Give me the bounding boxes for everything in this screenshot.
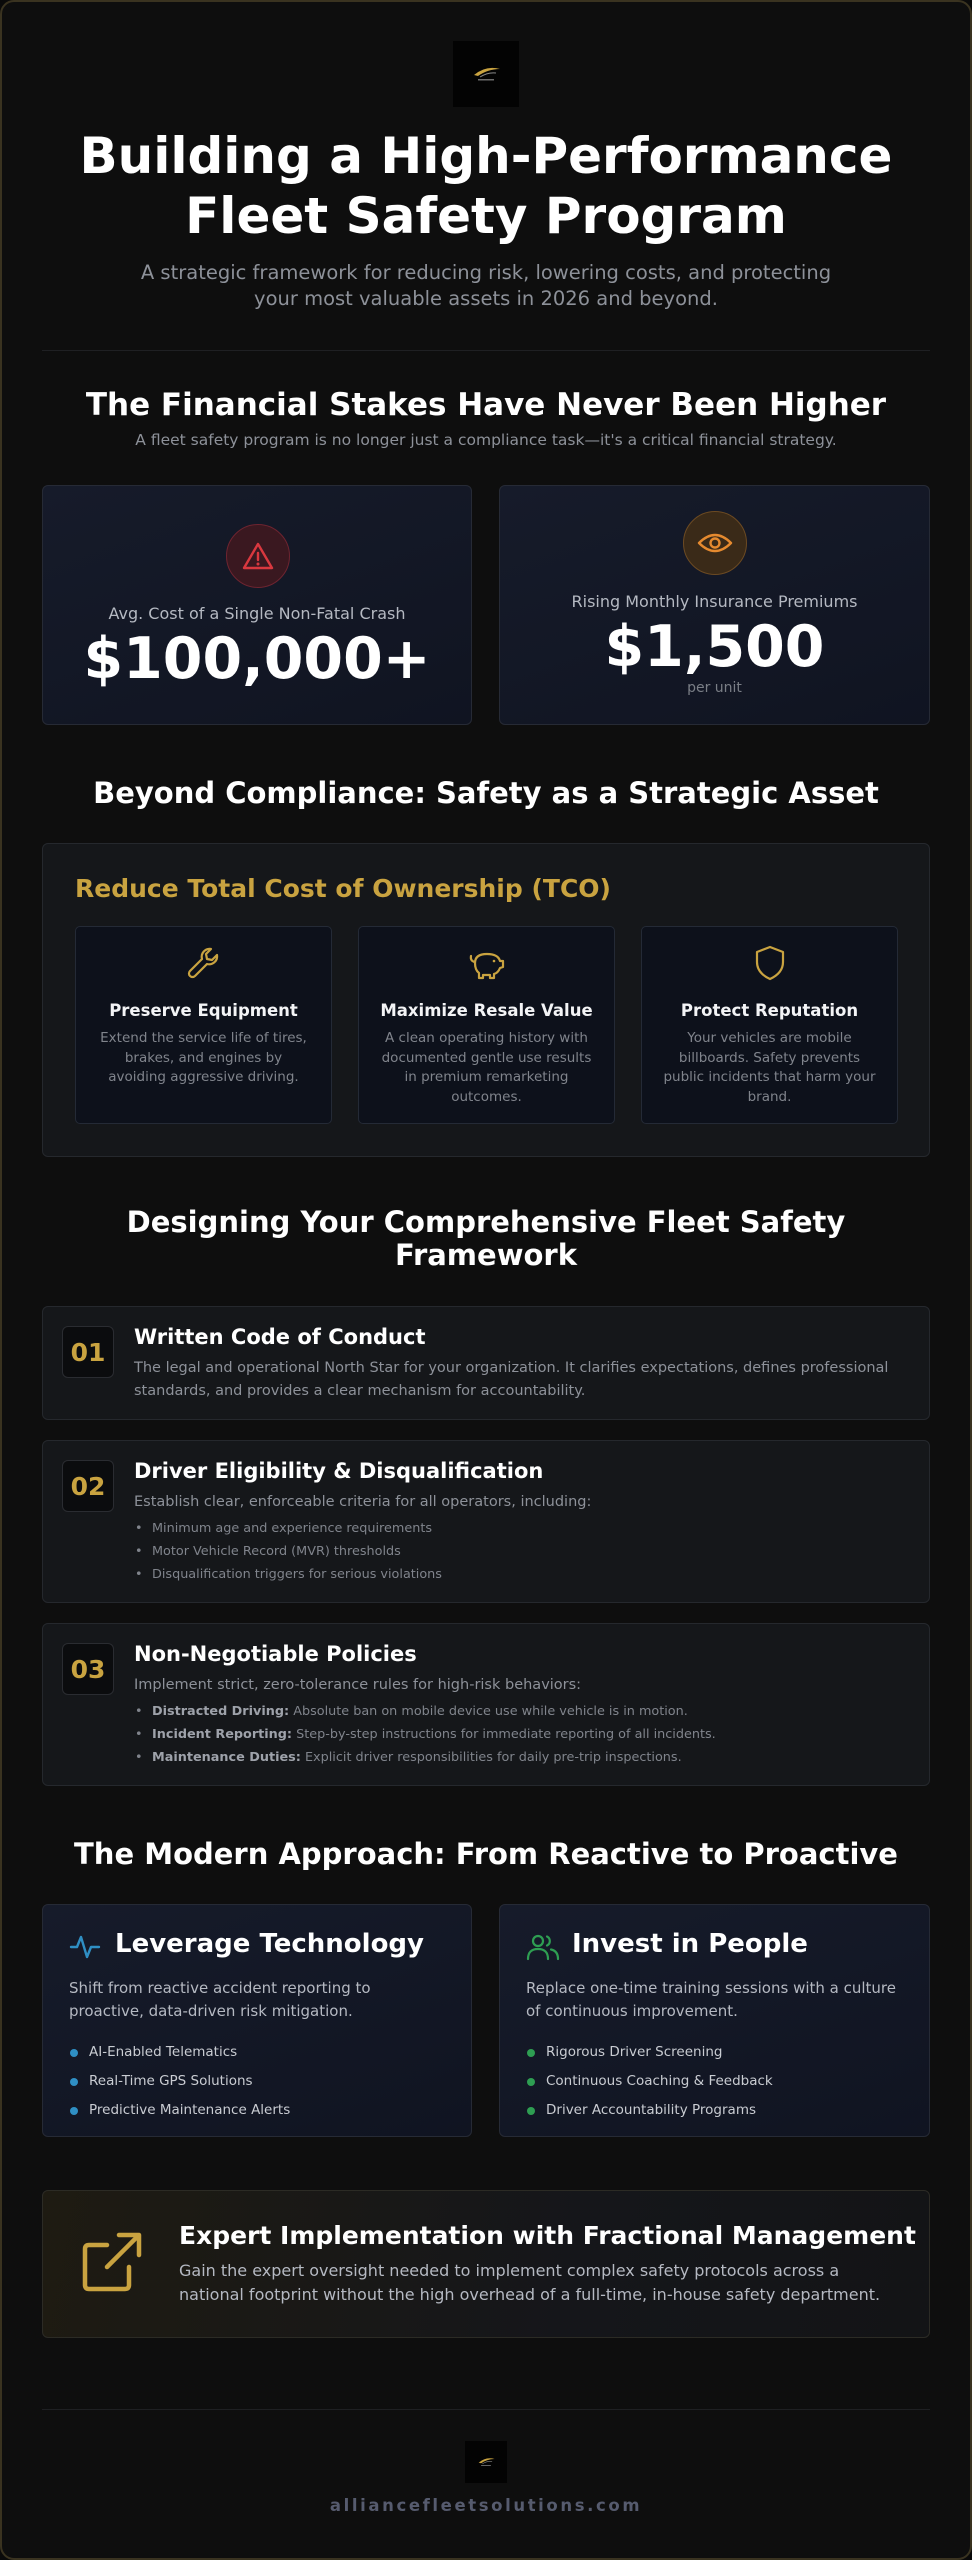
tco-card-title: Protect Reputation — [680, 1001, 859, 1020]
list-item: Predictive Maintenance Alerts — [69, 2096, 445, 2125]
step-number: 02 — [62, 1460, 114, 1512]
approach-card-description: Shift from reactive accident reporting to proactive, data-driven risk mitigation. — [69, 1979, 371, 2020]
step-title: Written Code of Conduct — [134, 1325, 426, 1349]
stakes-description: A fleet safety program is no longer just a compliance task—it's a critical financial strategy. — [135, 431, 837, 449]
list-item: • Minimum age and experience requirements — [134, 1517, 899, 1540]
list-item: • Motor Vehicle Record (MVR) thresholds — [134, 1540, 899, 1563]
bullet-dot — [70, 2049, 78, 2057]
expert-callout — [42, 2190, 930, 2338]
piggy-bank-icon — [359, 943, 614, 983]
external-link-icon — [79, 2229, 145, 2299]
footer-website-link[interactable]: alliancefleetsolutions.com — [329, 2496, 643, 2515]
list-item: • Incident Reporting: Step-by-step instructions for immediate reporting of all incidents. — [134, 1723, 899, 1746]
footer-divider — [42, 2409, 930, 2410]
bullet-dot — [527, 2107, 535, 2115]
tco-title: Reduce Total Cost of Ownership (TCO) — [75, 874, 611, 903]
stat-card-insurance — [499, 485, 930, 725]
expert-description: Gain the expert oversight needed to implement complex safety protocols across a national footprint without the high overhead of a full-time, in-house safety department. — [179, 2261, 881, 2304]
bullet-dot — [527, 2049, 535, 2057]
tco-card-protect-reputation — [641, 926, 898, 1124]
tco-panel — [42, 843, 930, 1157]
users-icon — [526, 1933, 560, 1965]
expert-title: Expert Implementation with Fractional Management — [179, 2221, 916, 2250]
framework-heading: Designing Your Comprehensive Fleet Safety Framework — [126, 1205, 846, 1272]
stat-label: Avg. Cost of a Single Non-Fatal Crash — [108, 604, 406, 623]
step-number: 01 — [62, 1326, 114, 1378]
bullet-dot — [70, 2107, 78, 2115]
logo-swoosh-icon — [475, 2455, 497, 2469]
approach-card-list — [526, 2038, 903, 2125]
stat-label: Rising Monthly Insurance Premiums — [571, 592, 858, 611]
framework-step-2 — [42, 1440, 930, 1603]
list-item: Rigorous Driver Screening — [526, 2038, 903, 2067]
list-item: • Disqualification triggers for serious violations — [134, 1563, 899, 1586]
approach-card-people — [499, 1904, 930, 2137]
list-item: Continuous Coaching & Feedback — [526, 2067, 903, 2096]
approach-card-description: Replace one-time training sessions with a culture of continuous improvement. — [526, 1979, 896, 2020]
eye-icon — [683, 511, 747, 575]
list-item: AI-Enabled Telematics — [69, 2038, 445, 2067]
header-divider — [42, 350, 930, 351]
approach-card-title: Leverage Technology — [115, 1929, 424, 1959]
step-description: Implement strict, zero-tolerance rules for high-risk behaviors: — [134, 1677, 582, 1693]
bullet-dot — [70, 2078, 78, 2086]
framework-step-1 — [42, 1306, 930, 1420]
activity-pulse-icon — [69, 1933, 101, 1965]
tco-card-description: Your vehicles are mobile billboards. Safety prevents public incidents that harm your brand. — [663, 1030, 876, 1105]
stat-unit: per unit — [687, 680, 742, 696]
step-bullet-list — [134, 1517, 899, 1586]
bullet-dot — [527, 2078, 535, 2086]
stat-card-crash-cost — [42, 485, 472, 725]
framework-step-3 — [42, 1623, 930, 1786]
step-bullet-list — [134, 1700, 899, 1769]
compliance-heading: Beyond Compliance: Safety as a Strategic Asset — [93, 776, 879, 810]
page-subtitle: A strategic framework for reducing risk, lowering costs, and protecting your most valuable assets in 2026 and beyond. — [140, 261, 832, 310]
list-item: • Maintenance Duties: Explicit driver responsibilities for daily pre-trip inspections. — [134, 1746, 899, 1769]
approach-card-list — [69, 2038, 445, 2125]
wrench-icon — [76, 943, 331, 983]
warning-triangle-icon — [226, 524, 290, 588]
list-item: • Distracted Driving: Absolute ban on mobile device use while vehicle is in motion. — [134, 1700, 899, 1723]
approach-heading: The Modern Approach: From Reactive to Proactive — [74, 1837, 898, 1871]
step-title: Non-Negotiable Policies — [134, 1642, 417, 1666]
approach-card-technology — [42, 1904, 472, 2137]
page-title: Building a High-Performance Fleet Safety Program — [79, 127, 893, 245]
footer-logo — [465, 2441, 507, 2483]
step-number: 03 — [62, 1643, 114, 1695]
tco-card-title: Preserve Equipment — [109, 1001, 298, 1020]
tco-card-title: Maximize Resale Value — [380, 1001, 593, 1020]
logo-swoosh-icon — [468, 63, 504, 85]
tco-card-description: A clean operating history with documented gentle use results in premium remarketing outcomes. — [381, 1030, 592, 1105]
stat-value: $1,500 — [604, 614, 825, 680]
stakes-heading: The Financial Stakes Have Never Been Higher — [85, 387, 887, 423]
tco-card-description: Extend the service life of tires, brakes, and engines by avoiding aggressive driving. — [100, 1030, 307, 1085]
tco-card-resale-value — [358, 926, 615, 1124]
tco-card-preserve-equipment — [75, 926, 332, 1124]
step-description: The legal and operational North Star for your organization. It clarifies expectations, defines professional standards, and provides a clear mechanism for accountability. — [134, 1360, 889, 1399]
company-logo — [453, 41, 519, 107]
stat-value: $100,000+ — [83, 626, 431, 692]
shield-icon — [642, 943, 897, 983]
step-title: Driver Eligibility & Disqualification — [134, 1459, 544, 1483]
list-item: Driver Accountability Programs — [526, 2096, 903, 2125]
list-item: Real-Time GPS Solutions — [69, 2067, 445, 2096]
approach-card-title: Invest in People — [572, 1929, 808, 1959]
step-description: Establish clear, enforceable criteria for all operators, including: — [134, 1494, 592, 1510]
